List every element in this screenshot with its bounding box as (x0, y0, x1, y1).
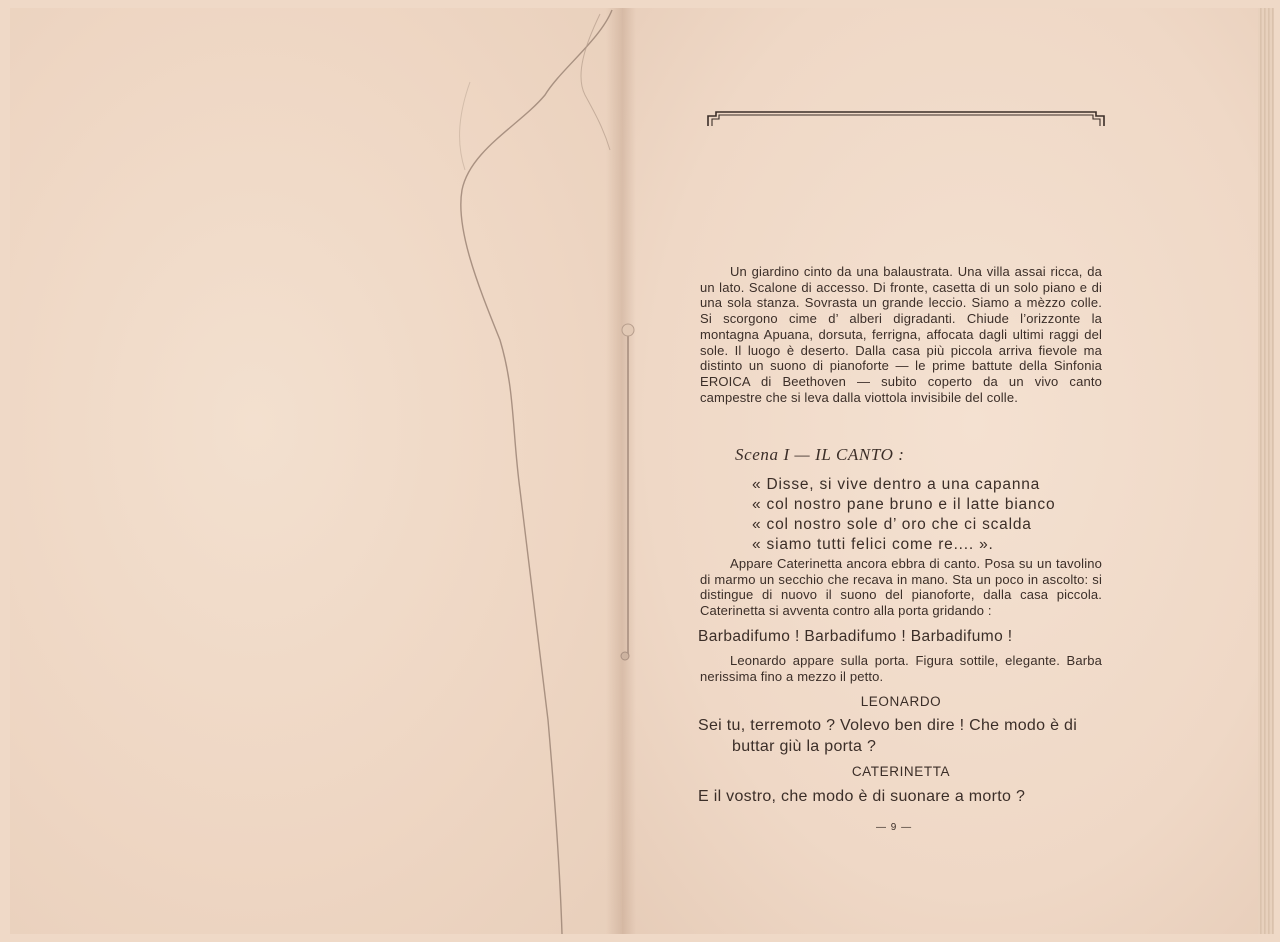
verse-line: « siamo tutti felici come re.... ». (752, 536, 994, 553)
verse-line: « Disse, si vive dentro a una capanna (752, 476, 1041, 493)
dialogue-line: E il vostro, che modo è di suonare a morto ? (698, 788, 1026, 805)
speaker-name: LEONARDO (860, 694, 942, 709)
page-number: — 9 — (876, 822, 913, 833)
shout-line: Barbadifumo ! Barbadifumo ! Barbadifumo ! (698, 628, 1013, 645)
dialogue-line-continuation: buttar giù la porta ? (732, 738, 877, 755)
dialogue-line: Sei tu, terremoto ? Volevo ben dire ! Che modo è di (698, 717, 1078, 734)
stage-direction-leonardo: Leonardo appare sulla porta. Figura sottile, elegante. Barba nerissima fino a mezzo il petto. (700, 653, 1102, 684)
verse-line: « col nostro pane bruno e il latte bianco (752, 496, 1056, 513)
intro-paragraph: Un giardino cinto da una balaustrata. Una villa assai ricca, da un lato. Scalone di accesso. Di fronte, casetta di un solo piano e di una sola stanza. Sovrasta un grande leccio. Siamo a mèzzo colle. Si scorgono cime d’ alberi digradanti. Chiude l’orizzonte la montagna Apuana, dorsuta, ferrigna, affocata dagli ultimi raggi del sole. Il luogo è deserto. Dalla casa più piccola arriva fievole ma distinto un suono di pianoforte — le prime battute della Sinfonia EROICA di Beethoven — subito coperto da un vivo canto campestre che si leva dalla viottola invisibile del colle. (700, 264, 1102, 405)
scene-heading: Scena I — IL CANTO : (735, 445, 905, 464)
stage-direction-caterinetta: Appare Caterinetta ancora ebbra di canto. Posa su un tavolino di marmo un secchio che recava in mano. Sta un poco in ascolto: si distingue di nuovo il suono del pianoforte, dalla casa piccola. Caterinetta si avventa contro alla porta gridando : (700, 556, 1102, 619)
verse-line: « col nostro sole d’ oro che ci scalda (752, 516, 1032, 533)
header-ornament (706, 108, 1106, 130)
speaker-name: CATERINETTA (851, 764, 951, 779)
